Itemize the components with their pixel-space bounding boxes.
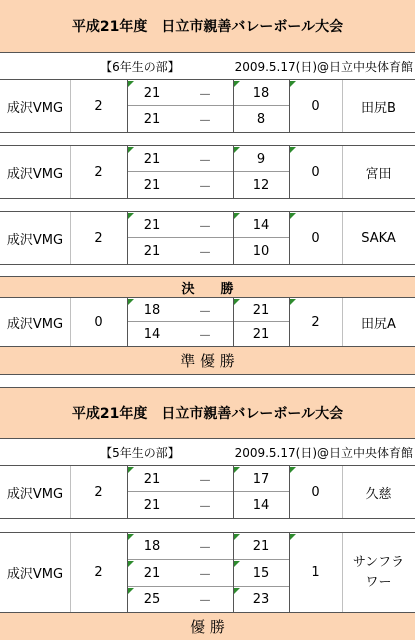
score-separator: － (198, 540, 212, 556)
set-score-a: 21 (143, 85, 161, 101)
set-score-b: 21 (252, 302, 270, 318)
sets-won: 0 (94, 314, 103, 330)
set-score-b: 18 (252, 85, 270, 101)
opponent-name: 田尻A (361, 316, 396, 332)
set-score-a: 21 (143, 217, 161, 233)
opponent-sets-won: 0 (311, 98, 320, 114)
set-score-a: 21 (143, 151, 161, 167)
opponent-name: 宮田 (365, 166, 392, 182)
team-name: 成沢VMG (6, 567, 64, 582)
team-name: 成沢VMG (6, 486, 64, 502)
team-name: 成沢VMG (6, 166, 64, 182)
opponent-name: SAKA (361, 230, 396, 246)
sets-won: 2 (94, 565, 103, 580)
opponent-sets-won: 1 (311, 565, 320, 580)
set-score-b: 10 (252, 243, 270, 259)
sets-won: 2 (94, 164, 103, 180)
sets-won: 2 (94, 484, 103, 500)
set-score-b: 15 (252, 565, 270, 581)
set-score-b: 14 (252, 497, 270, 513)
set-score-a: 21 (143, 565, 161, 581)
division-label: 【6年生の部】 (100, 59, 180, 74)
opponent-name: 久慈 (365, 486, 392, 502)
score-separator: － (198, 245, 212, 261)
set-score-a: 21 (143, 497, 161, 513)
score-separator: － (198, 153, 212, 169)
score-separator: － (198, 499, 212, 515)
final-label: 決 勝 (0, 277, 415, 297)
set-score-a: 21 (143, 177, 161, 193)
set-score-b: 17 (252, 471, 270, 487)
set-score-b: 12 (252, 177, 270, 193)
set-score-b: 9 (256, 151, 266, 167)
division-label: 【5年生の部】 (100, 445, 180, 460)
team-name: 成沢VMG (6, 316, 64, 332)
score-separator: － (198, 594, 212, 609)
set-score-a: 21 (143, 111, 161, 127)
tournament-title: 平成21年度 日立市親善バレーボール大会 (0, 0, 415, 52)
score-separator: － (198, 473, 212, 489)
opponent-name: 田尻B (361, 100, 396, 116)
sets-won: 2 (94, 230, 103, 246)
date-venue: 2009.5.17(日)@日立中央体育館 (234, 445, 413, 460)
set-score-b: 21 (252, 326, 270, 342)
set-score-a: 18 (143, 302, 161, 318)
set-score-b: 14 (252, 217, 270, 233)
date-venue: 2009.5.17(日)@日立中央体育館 (234, 59, 413, 74)
set-score-a: 21 (143, 243, 161, 259)
set-score-b: 23 (252, 592, 270, 607)
result-label: 準 優 勝 (0, 347, 415, 374)
score-separator: － (198, 113, 212, 129)
score-separator: － (198, 567, 212, 583)
set-score-a: 25 (143, 592, 161, 607)
opponent-sets-won: 0 (311, 484, 320, 500)
set-score-b: 8 (256, 111, 266, 127)
team-name: 成沢VMG (6, 232, 64, 248)
set-score-a: 18 (143, 538, 161, 554)
opponent-name: サンフラワー (352, 554, 405, 590)
opponent-sets-won: 0 (311, 164, 320, 180)
opponent-sets-won: 0 (311, 230, 320, 246)
score-separator: － (198, 304, 212, 320)
score-separator: － (198, 87, 212, 103)
sets-won: 2 (94, 98, 103, 114)
set-score-b: 21 (252, 538, 270, 554)
tournament-title: 平成21年度 日立市親善バレーボール大会 (0, 388, 415, 438)
team-name: 成沢VMG (6, 100, 64, 116)
score-separator: － (198, 179, 212, 195)
result-label: 優 勝 (0, 613, 415, 640)
score-separator: － (198, 328, 212, 344)
opponent-sets-won: 2 (311, 314, 320, 330)
score-separator: － (198, 219, 212, 235)
set-score-a: 14 (143, 326, 161, 342)
set-score-a: 21 (143, 471, 161, 487)
